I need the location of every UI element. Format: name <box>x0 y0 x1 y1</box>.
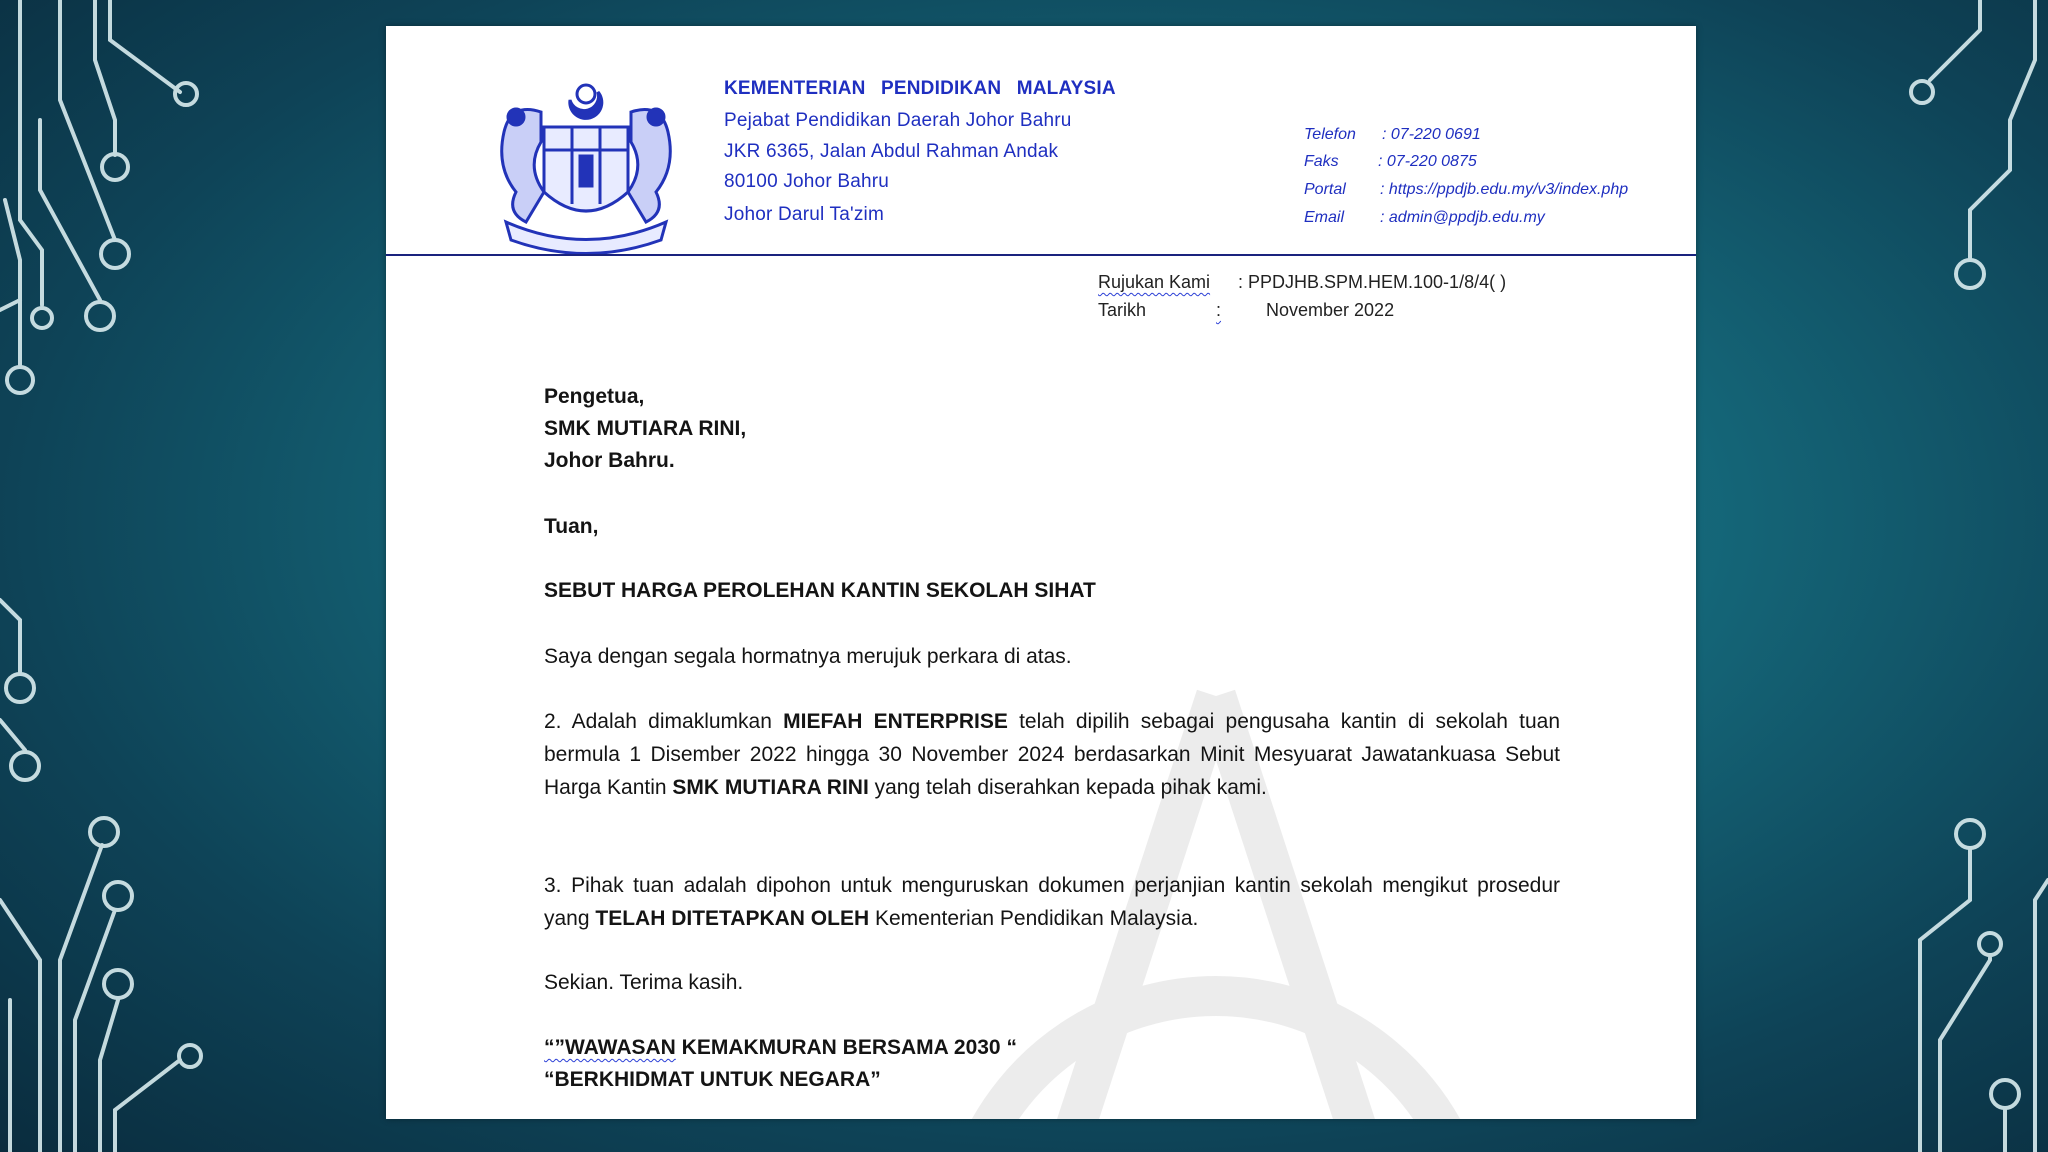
address-line-3: Johor Darul Ta'zim <box>724 204 884 225</box>
date-value: November 2022 <box>1266 300 1395 320</box>
paragraph-3: 3. Pihak tuan adalah dipohon untuk menguruskan dokumen perjanjian kantin sekolah mengikut prosedur yang TELAH DITETAPKAN OLEH Kementerian Pendidikan Malaysia. <box>544 874 1560 930</box>
office-name: Pejabat Pendidikan Daerah Johor Bahru <box>724 110 1072 131</box>
letter-page <box>386 26 1696 1119</box>
fax-label: Faks <box>1304 153 1339 170</box>
ministry-name: KEMENTERIAN PENDIDIKAN MALAYSIA <box>724 78 1116 99</box>
header-divider <box>386 254 1696 256</box>
email-link[interactable]: : admin@ppdjb.edu.my <box>1380 209 1545 226</box>
motto-line-1: “”WAWASAN KEMAKMURAN BERSAMA 2030 “ <box>544 1036 1017 1059</box>
date-label: Tarikh <box>1098 300 1147 320</box>
fax-value: : 07-220 0875 <box>1378 153 1477 170</box>
phone-value: : 07-220 0691 <box>1382 126 1481 143</box>
date-separator: : <box>1216 300 1222 320</box>
paragraph-2: 2. Adalah dimaklumkan MIEFAH ENTERPRISE telah dipilih sebagai pengusaha kantin di sekolah tuan bermula 1 Disember 2022 hingga 30 November 2024 berdasarkan Minit Mesyuarat Jawatankuasa Sebut Harga Kantin SMK MUTIARA RINI yang telah diserahkan kepada pihak kami. <box>544 710 1560 799</box>
subject-heading: SEBUT HARGA PEROLEHAN KANTIN SEKOLAH SIHAT <box>544 579 1096 602</box>
closing-line: Sekian. Terima kasih. <box>544 971 744 994</box>
coat-of-arms-logo <box>486 72 686 254</box>
portal-label: Portal <box>1304 181 1346 198</box>
opening-paragraph: Saya dengan segala hormatnya merujuk perkara di atas. <box>544 645 1072 668</box>
motto-line-2: “BERKHIDMAT UNTUK NEGARA” <box>544 1068 881 1091</box>
reference-label: Rujukan Kami <box>1098 272 1211 292</box>
reference-value: : PPDJHB.SPM.HEM.100-1/8/4( ) <box>1238 272 1507 292</box>
address-line-1: JKR 6365, Jalan Abdul Rahman Andak <box>724 141 1059 162</box>
portal-link[interactable]: : https://ppdjb.edu.my/v3/index.php <box>1380 181 1629 198</box>
email-label: Email <box>1304 209 1345 226</box>
recipient-line-3: Johor Bahru. <box>544 449 675 472</box>
salutation: Tuan, <box>544 515 599 538</box>
phone-label: Telefon <box>1304 126 1356 143</box>
recipient-line-2: SMK MUTIARA RINI, <box>544 417 747 440</box>
address-line-2: 80100 Johor Bahru <box>724 171 890 192</box>
recipient-line-1: Pengetua, <box>544 385 645 408</box>
